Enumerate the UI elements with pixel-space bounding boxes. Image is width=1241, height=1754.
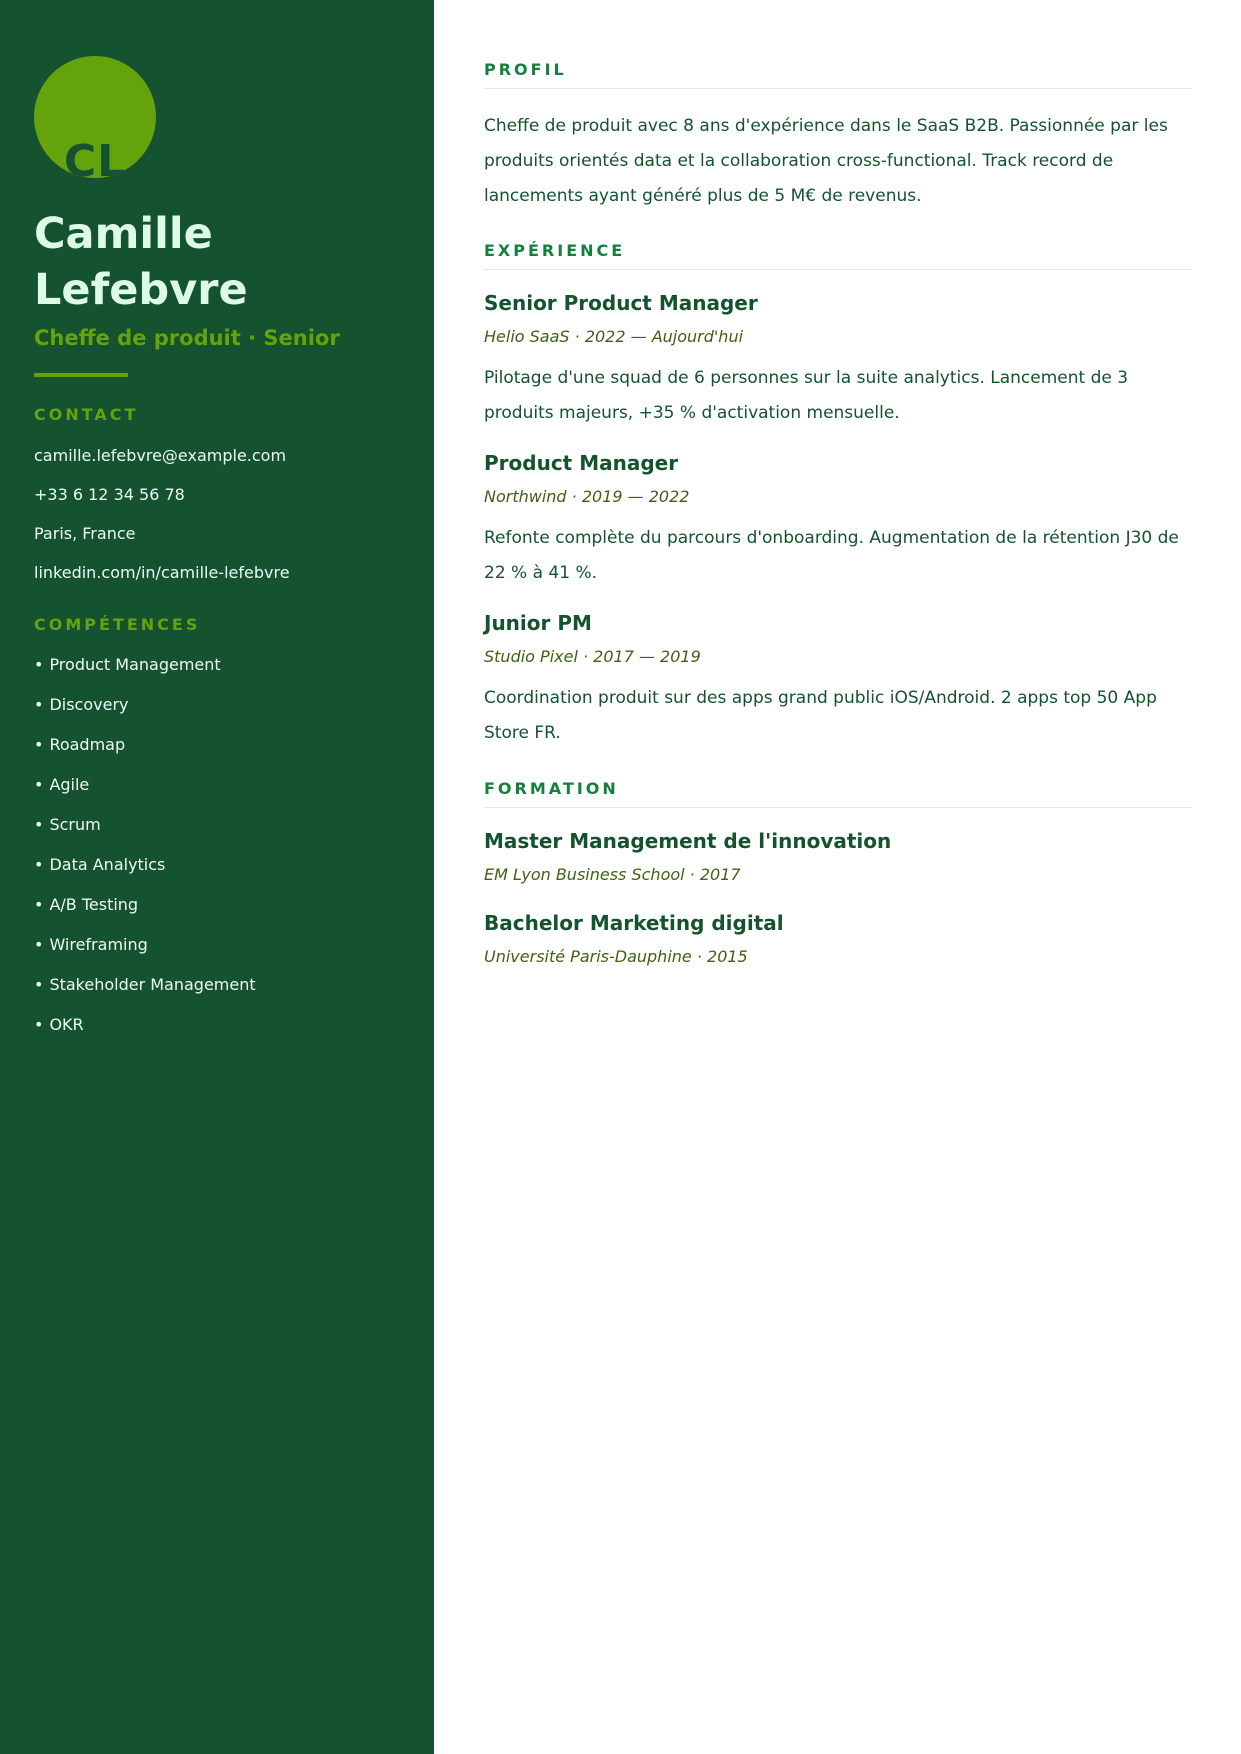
section-divider	[484, 269, 1191, 270]
bullet: •	[34, 695, 44, 714]
skill-item	[34, 1015, 400, 1035]
skill-label: Roadmap	[49, 735, 126, 754]
bullet: •	[34, 1015, 44, 1034]
bullet: •	[34, 895, 44, 914]
skill-item	[34, 895, 400, 915]
experience-heading: EXPÉRIENCE	[484, 241, 626, 260]
experience-entry	[484, 290, 1191, 431]
contact-location: Paris, France	[34, 524, 136, 543]
education-meta: Université Paris-Dauphine · 2015	[484, 947, 748, 966]
avatar-initials: CL	[63, 136, 127, 178]
experience-meta: Studio Pixel · 2017 — 2019	[484, 647, 701, 666]
experience-entry	[484, 450, 1191, 591]
name-first: Camille	[34, 209, 213, 259]
skill-label: Stakeholder Management	[49, 975, 256, 994]
section-divider	[484, 807, 1191, 808]
education-heading: FORMATION	[484, 779, 619, 798]
skills-list	[34, 655, 400, 1035]
sidebar	[0, 0, 434, 1754]
skill-label: Discovery	[49, 695, 129, 714]
experience-title: Junior PM	[484, 611, 592, 635]
education-meta: EM Lyon Business School · 2017	[484, 865, 741, 884]
skill-label: OKR	[49, 1015, 84, 1034]
skill-item	[34, 735, 400, 755]
experience-description: Pilotage d'une squad de 6 personnes sur la suite analytics. Lancement de 3 produits majeurs, +35 % d'activation mensuelle.	[484, 368, 1129, 423]
skill-item	[34, 775, 400, 795]
profile-heading: PROFIL	[484, 60, 567, 79]
profile-summary: Cheffe de produit avec 8 ans d'expérience dans le SaaS B2B. Passionnée par les produits orientés data et la collaboration cross-functional. Track record de lancements ayant généré plus de 5 M€ de revenus.	[484, 116, 1168, 206]
experience-title: Product Manager	[484, 451, 679, 475]
contact-linkedin[interactable]: linkedin.com/in/camille-lefebvre	[34, 563, 290, 582]
experience-meta: Northwind · 2019 — 2022	[484, 487, 690, 506]
skill-item	[34, 855, 400, 875]
bullet: •	[34, 935, 44, 954]
name-last: Lefebvre	[34, 265, 248, 315]
section-divider	[484, 88, 1191, 89]
main-content	[434, 0, 1241, 1754]
candidate-name	[34, 206, 400, 318]
bullet: •	[34, 855, 44, 874]
bullet: •	[34, 735, 44, 754]
skill-item	[34, 695, 400, 715]
skill-label: Agile	[49, 775, 90, 794]
contact-phone[interactable]: +33 6 12 34 56 78	[34, 485, 185, 504]
skill-label: Scrum	[49, 815, 101, 834]
skill-label: Wireframing	[49, 935, 148, 954]
job-title-headline: Cheffe de produit · Senior	[34, 326, 340, 350]
skill-label: Data Analytics	[49, 855, 166, 874]
education-title: Bachelor Marketing digital	[484, 911, 784, 935]
education-entry	[484, 910, 1191, 967]
experience-title: Senior Product Manager	[484, 291, 758, 315]
experience-description: Refonte complète du parcours d'onboarding. Augmentation de la rétention J30 de 22 % à 41 %.	[484, 528, 1179, 583]
education-entry	[484, 828, 1191, 885]
experience-description: Coordination produit sur des apps grand public iOS/Android. 2 apps top 50 App Store FR.	[484, 688, 1157, 743]
experience-meta: Helio SaaS · 2022 — Aujourd'hui	[484, 327, 744, 346]
experience-entry	[484, 610, 1191, 751]
bullet: •	[34, 975, 44, 994]
skill-item	[34, 935, 400, 955]
contact-email[interactable]: camille.lefebvre@example.com	[34, 446, 287, 465]
skill-item	[34, 655, 400, 675]
bullet: •	[34, 655, 44, 674]
skill-label: A/B Testing	[49, 895, 139, 914]
contact-list	[34, 446, 400, 583]
skills-heading: COMPÉTENCES	[34, 615, 201, 634]
education-title: Master Management de l'innovation	[484, 829, 892, 853]
skill-item	[34, 815, 400, 835]
contact-heading: CONTACT	[34, 405, 139, 424]
skill-label: Product Management	[49, 655, 221, 674]
bullet: •	[34, 815, 44, 834]
bullet: •	[34, 775, 44, 794]
avatar	[34, 56, 156, 178]
skill-item	[34, 975, 400, 995]
accent-divider	[34, 373, 128, 377]
